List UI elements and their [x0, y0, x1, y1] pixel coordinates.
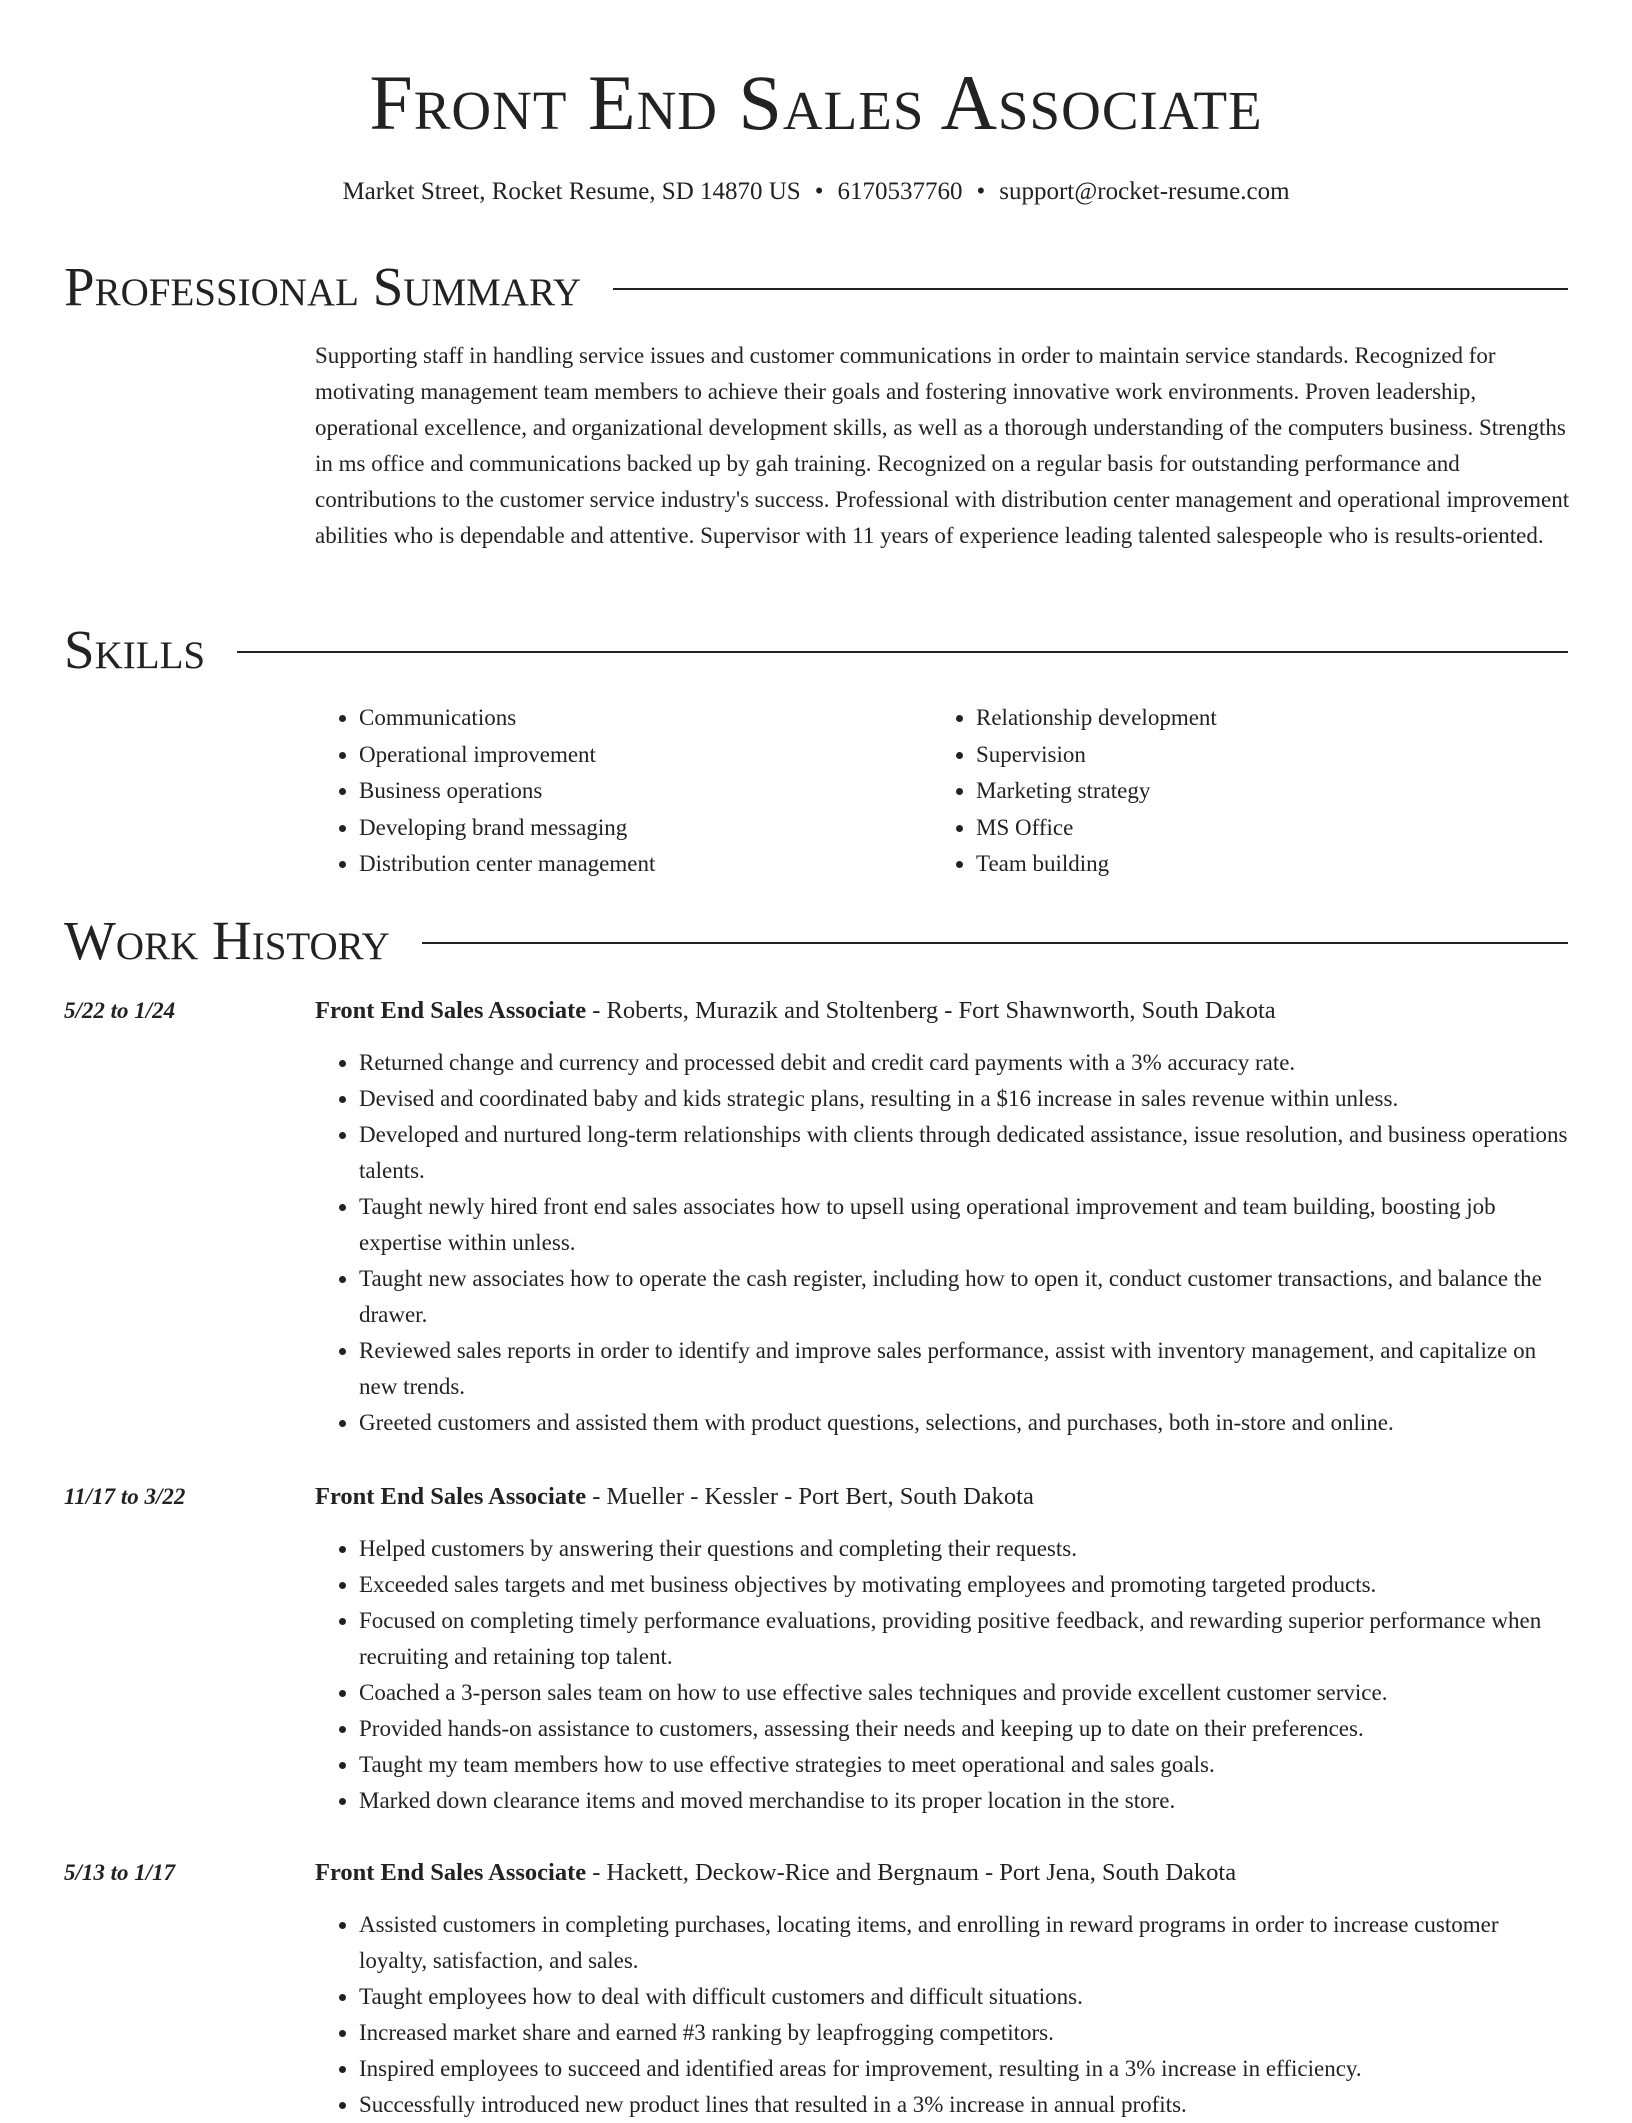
- skills-list: [315, 700, 1570, 883]
- skill-item: • Relationship development: [976, 700, 1549, 737]
- job-role: Front End Sales Associate: [315, 1859, 587, 1886]
- job-bullet: • Coached a 3-person sales team on how to use effective sales techniques and provide excellent customer service.: [359, 1675, 1570, 1711]
- contact-phone: 6170537760: [837, 178, 963, 205]
- candidate-name: Front End Sales Associate: [369, 59, 1263, 146]
- section-divider: [422, 942, 1568, 944]
- skill-item: • MS Office: [976, 810, 1549, 847]
- contact-line: [0, 174, 1632, 210]
- job-bullet: • Assisted customers in completing purchases, locating items, and enrolling in reward programs in order to increase customer loyalty, satisfaction, and sales.: [359, 1907, 1570, 1979]
- job-bullets: [315, 1045, 1570, 1441]
- job-bullet: • Inspired employees to succeed and identified areas for improvement, resulting in a 3% increase in efficiency.: [359, 2051, 1570, 2087]
- job-dates: 11/17 to 3/22: [64, 1484, 186, 1509]
- job-bullet: • Focused on completing timely performance evaluations, providing positive feedback, and rewarding superior performance when recruiting and retaining top talent.: [359, 1603, 1570, 1675]
- job-bullets: [315, 1907, 1570, 2123]
- job-bullet: • Taught my team members how to use effective strategies to meet operational and sales goals.: [359, 1747, 1570, 1783]
- job-company: - Hackett, Deckow-Rice and Bergnaum - Port Jena, South Dakota: [586, 1859, 1237, 1886]
- job-bullets: [315, 1531, 1570, 1819]
- section-divider: [613, 288, 1568, 290]
- job-bullet: • Devised and coordinated baby and kids strategic plans, resulting in a $16 increase in sales revenue within unless.: [359, 1081, 1570, 1117]
- job-title-line: [315, 993, 1570, 1029]
- job-role: Front End Sales Associate: [315, 1483, 587, 1510]
- contact-email: support@rocket-resume.com: [999, 178, 1290, 205]
- summary-section-header: [64, 255, 1568, 319]
- job-bullet: • Returned change and currency and processed debit and credit card payments with a 3% accuracy rate.: [359, 1045, 1570, 1081]
- skills-heading: Skills: [64, 619, 206, 680]
- job-bullet: • Greeted customers and assisted them with product questions, selections, and purchases, both in-store and online.: [359, 1405, 1570, 1441]
- work-heading: Work History: [64, 910, 390, 971]
- contact-separator: •: [976, 178, 986, 205]
- skill-item: • Communications: [359, 700, 932, 737]
- job-title-line: [315, 1479, 1570, 1515]
- job-bullet: • Marked down clearance items and moved merchandise to its proper location in the store.: [359, 1783, 1570, 1819]
- skill-item: • Operational improvement: [359, 737, 932, 774]
- job-dates: 5/13 to 1/17: [64, 1860, 176, 1885]
- job-bullet: • Exceeded sales targets and met business objectives by motivating employees and promoting targeted products.: [359, 1567, 1570, 1603]
- job-bullet: • Successfully introduced new product lines that resulted in a 3% increase in annual profits.: [359, 2087, 1570, 2123]
- job-bullet: • Provided hands-on assistance to customers, assessing their needs and keeping up to date on their preferences.: [359, 1711, 1570, 1747]
- job-company: - Mueller - Kessler - Port Bert, South Dakota: [586, 1483, 1034, 1510]
- skills-column-right: [932, 700, 1549, 883]
- contact-separator: •: [814, 178, 824, 205]
- job-bullet: • Reviewed sales reports in order to identify and improve sales performance, assist with inventory management, and capitalize on new trends.: [359, 1333, 1570, 1405]
- job-bullet: • Taught employees how to deal with difficult customers and difficult situations.: [359, 1979, 1570, 2015]
- skill-item: • Supervision: [976, 737, 1549, 774]
- contact-address: Market Street, Rocket Resume, SD 14870 US: [342, 178, 801, 205]
- skill-item: • Marketing strategy: [976, 773, 1549, 810]
- skill-item: • Distribution center management: [359, 846, 932, 883]
- job-company: - Roberts, Murazik and Stoltenberg - Fort Shawnworth, South Dakota: [586, 997, 1276, 1024]
- skills-column-left: [315, 700, 932, 883]
- job-bullet: • Taught new associates how to operate the cash register, including how to open it, conduct customer transactions, and balance the drawer.: [359, 1261, 1570, 1333]
- skill-item: • Team building: [976, 846, 1549, 883]
- job-role: Front End Sales Associate: [315, 997, 587, 1024]
- skill-item: • Developing brand messaging: [359, 810, 932, 847]
- job-dates: 5/22 to 1/24: [64, 998, 176, 1023]
- job-bullet: • Increased market share and earned #3 ranking by leapfrogging competitors.: [359, 2015, 1570, 2051]
- skill-item: • Business operations: [359, 773, 932, 810]
- work-section-header: [64, 909, 1568, 973]
- job-title-line: [315, 1855, 1570, 1891]
- summary-heading: Professional Summary: [64, 256, 582, 317]
- job-bullet: • Taught newly hired front end sales associates how to upsell using operational improvement and team building, boosting job expertise within unless.: [359, 1189, 1570, 1261]
- skills-section-header: [64, 618, 1568, 682]
- job-bullet: • Developed and nurtured long-term relationships with clients through dedicated assistance, issue resolution, and business operations talents.: [359, 1117, 1570, 1189]
- section-divider: [237, 651, 1568, 653]
- job-bullet: • Helped customers by answering their questions and completing their requests.: [359, 1531, 1570, 1567]
- summary-text: Supporting staff in handling service issues and customer communications in order to maintain service standards. Recognized for motivating management team members to achieve their goals and fostering innovative work environments. Proven leadership, operational excellence, and organizational development skills, as well as a thorough understanding of the computers business. Strengths in ms office and communications backed up by gah training. Recognized on a regular basis for outstanding performance and contributions to the customer service industry's success. Professional with distribution center management and operational improvement abilities who is dependable and attentive. Supervisor with 11 years of experience leading talented salespeople who is results-oriented.: [315, 343, 1570, 548]
